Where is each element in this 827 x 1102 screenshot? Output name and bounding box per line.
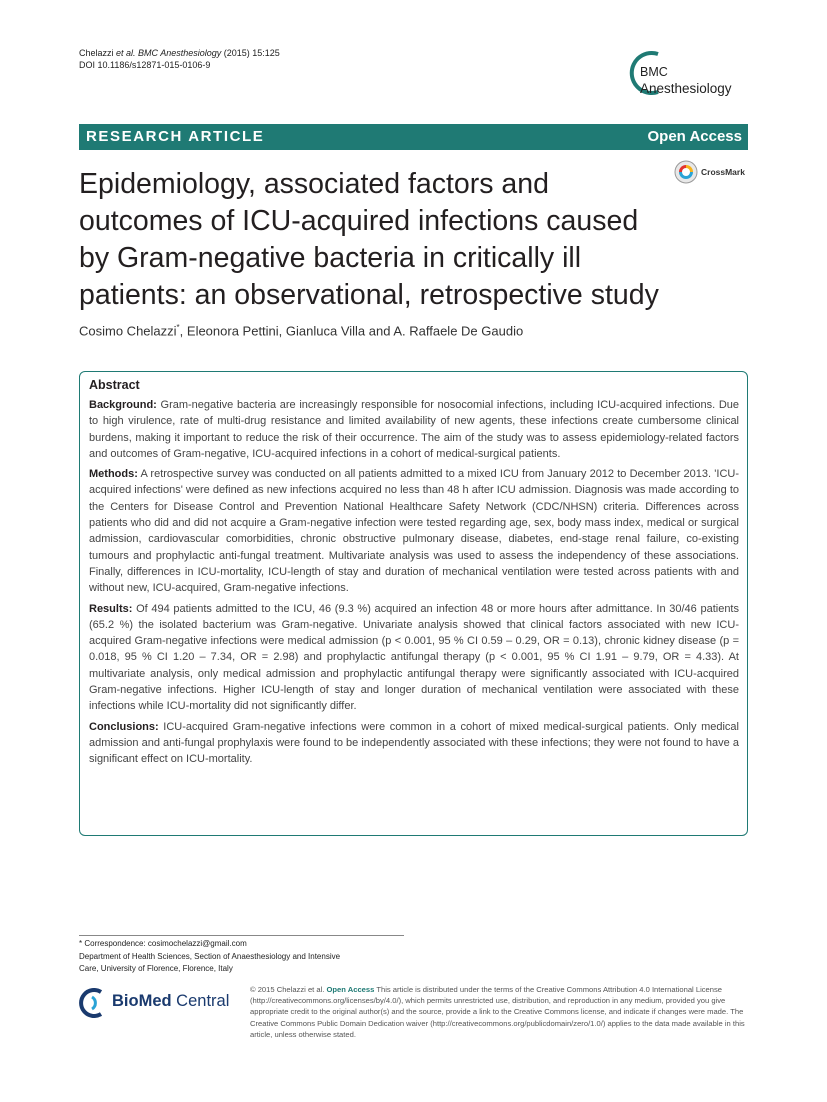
- crossmark-badge[interactable]: [674, 160, 754, 184]
- license-statement: © 2015 Chelazzi et al. Open Access This article is distributed under the terms of the Creative Commons Attribution 4.0 International License (http://creativecommons.org/licenses/by/4.0/), which permits unrestricted use, distribution, and reproduction in any medium, provided you give appropriate credit to the original author(s) and the source, provide a link to the Creative Commons license, and indicate if changes were made. The Creative Commons Public Domain Dedication waiver (http://creativecommons.org/publicdomain/zero/1.0/) applies to the data made available in this article, unless otherwise stated.: [250, 985, 745, 1039]
- article-type-banner: [79, 124, 748, 150]
- biomed-central-icon: [79, 988, 109, 1018]
- journal-name-line1: BMC: [640, 65, 668, 79]
- correspondence-footnote: [79, 938, 409, 976]
- publisher-name: BioMed Central: [112, 992, 230, 1010]
- open-access-label: Open Access: [647, 128, 742, 145]
- affiliation-line: Care, University of Florence, Florence, Italy: [79, 964, 233, 973]
- journal-logo[interactable]: [628, 48, 753, 102]
- abstract-box: [79, 371, 748, 836]
- corresponding-author[interactable]: Cosimo Chelazzi: [79, 323, 177, 339]
- abstract-heading: Abstract: [89, 378, 140, 392]
- article-type-label: RESEARCH ARTICLE: [86, 128, 265, 145]
- citation-header: [79, 47, 280, 71]
- title-line: outcomes of ICU-acquired infections caused: [79, 205, 639, 237]
- correspondence-email[interactable]: * Correspondence: cosimochelazzi@gmail.com: [79, 939, 247, 948]
- footnote-divider: [79, 935, 404, 936]
- correspondence-mark: *: [176, 323, 180, 332]
- article-title: [79, 166, 679, 314]
- journal-name-line2: Anesthesiology: [640, 81, 732, 96]
- title-line: Epidemiology, associated factors and: [79, 168, 549, 200]
- title-line: by Gram-negative bacteria in critically ill: [79, 242, 582, 274]
- abstract-background: Background: Gram-negative bacteria are increasingly responsible for nosocomial infections, including ICU-acquired infections. Due to high virulence, rate of multi-drug resistance and limited availability of new agents, these infections create cumbersome clinical burdens, making it important to reduce the risk of their occurrence. The aim of the study was to assess epidemiology-related factors and outcomes of Gram-negative, ICU-acquired infections in a cohort of medical-surgical patients.: [89, 399, 739, 460]
- doi-line[interactable]: DOI 10.1186/s12871-015-0106-9: [79, 60, 211, 70]
- citation-line: Chelazzi et al. BMC Anesthesiology (2015) 15:125: [79, 48, 280, 58]
- title-line: patients: an observational, retrospective study: [79, 279, 659, 311]
- crossmark-label: CrossMark: [701, 167, 745, 177]
- affiliation-line: Department of Health Sciences, Section of Anaesthesiology and Intensive: [79, 951, 341, 961]
- other-authors: , Eleonora Pettini, Gianluca Villa and A. Raffaele De Gaudio: [179, 323, 524, 339]
- abstract-conclusions: Conclusions: ICU-acquired Gram-negative infections were common in a cohort of mixed medical-surgical patients. Only medical admission and anti-fungal prophylaxis were found to be independently associated with these infections; they were not found to have a significant effect on ICU-mortality.: [89, 720, 739, 766]
- abstract-methods: Methods: A retrospective survey was conducted on all patients admitted to a mixed ICU from January 2012 to December 2013. 'ICU-acquired infections' were defined as new infections acquired no less than 48 h after ICU admission. Diagnosis was made according to the Centers for Disease Control and Prevention National Healthcare Safety Network (CDC/NHSN) criteria. Differences across patients who did and did not acquire a Gram-negative infection were tested regarding age, sex, body mass index, medical or surgical admission, cardiovascular comorbidities, chronic obstructive pulmonary disease, diabetes, end-stage renal failure, co-existing tumours and prophylactic anti-fungal treatment. Multivariate analysis was used to assess the independency of these associations. Finally, differences in ICU-mortality, ICU-length of stay and duration of mechanical ventilation were tested across patients with and without new, ICU-acquired, Gram-negative infections.: [89, 468, 739, 595]
- author-list: [79, 323, 523, 338]
- abstract-results: Results: Of 494 patients admitted to the ICU, 46 (9.3 %) acquired an infection 48 or more hours after admittance. In 30/46 patients (65.2 %) the isolated bacterium was Gram-negative. Univariate analysis showed that clinical factors associated with new ICU-acquired Gram-negative infections were medical admission (p < 0.001, 95 % CI 0.59 – 0.29, OR = 0.13), chronic kidney disease (p = 0.018, 95 % CI 1.20 – 7.34, OR = 2.98) and prophylactic antifungal therapy (p < 0.001, 95 % CI 1.91 – 9.79, OR = 4.33). At multivariate analysis, only medical admission and prophylactic antifungal therapy were significantly associated with ICU-acquired Gram-negative infections. Higher ICU-length of stay and longer duration of mechanical ventilation were associated with these infections while ICU-mortality did not significantly differ.: [89, 602, 739, 713]
- biomed-central-logo[interactable]: [79, 986, 239, 1020]
